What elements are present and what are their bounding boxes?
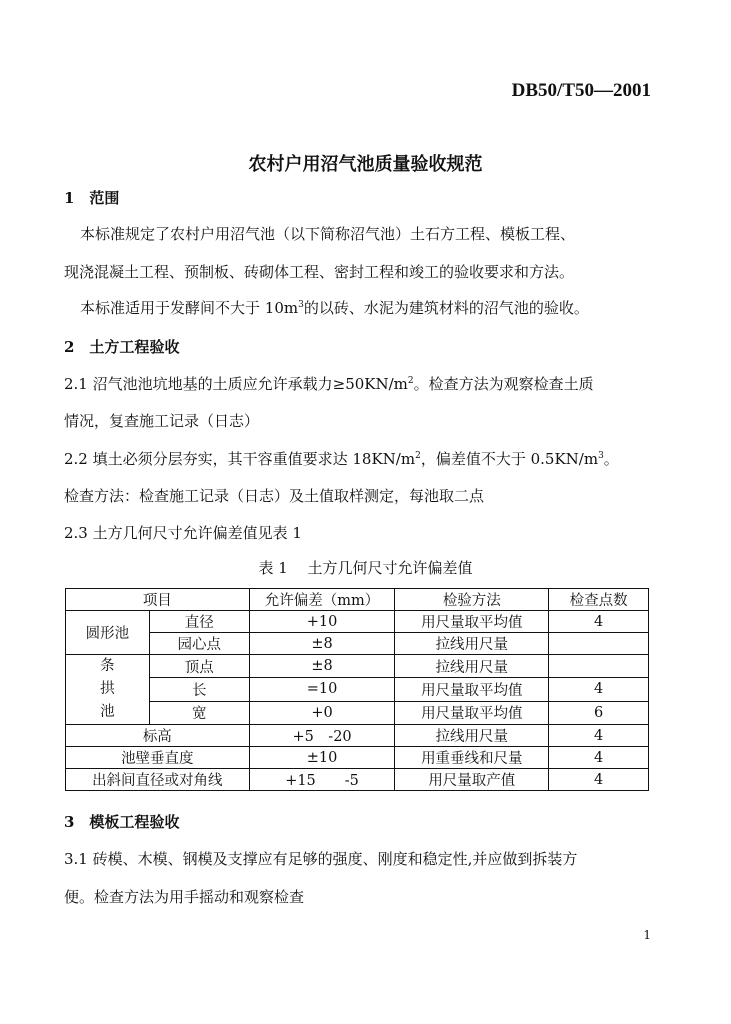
header-item: 项目 bbox=[66, 589, 250, 611]
cell-points: 4 bbox=[549, 769, 649, 791]
table-row bbox=[66, 678, 649, 701]
cell-tolerance: +0 bbox=[249, 701, 395, 724]
table-row bbox=[66, 611, 649, 633]
clause-2-3: 2.3 土方几何尺寸允许偏差值见表 1 bbox=[64, 524, 302, 542]
cell-tolerance: ±8 bbox=[249, 655, 395, 678]
table-row bbox=[66, 701, 649, 724]
cell-method: 拉线用尺量 bbox=[395, 633, 549, 655]
cell-method: 用尺量取平均值 bbox=[395, 678, 549, 701]
cell-points: 4 bbox=[549, 611, 649, 633]
section-1-paragraph-2: 本标准适用于发酵间不大于 $10m^3$的以砖、水泥为建筑材料的沼气池的验收。 bbox=[80, 299, 589, 317]
clause-2-2-line-2: 检查方法：检查施工记录（日志）及土值取样测定，每池取二点 bbox=[64, 487, 485, 505]
clause-2-2-line-1: 2.2 填土必须分层夯实，其干容重值要求达 $18KN/m^2$，偏差值不大于 $0.5KN/m^3$。 bbox=[64, 450, 619, 468]
cell-tolerance: ±10 bbox=[249, 747, 395, 769]
cell-tolerance: =10 bbox=[249, 678, 395, 701]
section-2-heading: 2 土方工程验收 bbox=[64, 338, 180, 356]
cell-item: 出斜间直径或对角线 bbox=[66, 769, 250, 791]
table-row bbox=[66, 769, 649, 791]
table-header-row bbox=[66, 589, 649, 611]
cell-points: 6 bbox=[549, 701, 649, 724]
section-1-paragraph-1b: 现浇混凝土工程、预制板、砖砌体工程、密封工程和竣工的验收要求和方法。 bbox=[64, 263, 575, 281]
section-3-heading: 3 模板工程验收 bbox=[64, 813, 180, 831]
cell-item: 园心点 bbox=[149, 633, 249, 655]
document-title: 农村户用沼气池质量验收规范 bbox=[248, 154, 483, 175]
cell-item: 池壁垂直度 bbox=[66, 747, 250, 769]
group-round-pool: 圆形池 bbox=[66, 611, 150, 655]
clause-3-1-line-2: 便。检查方法为用手摇动和观察检查 bbox=[64, 888, 305, 906]
cell-points bbox=[549, 655, 649, 678]
cell-method: 用尺量取产值 bbox=[395, 769, 549, 791]
cell-method: 用尺量取平均值 bbox=[395, 701, 549, 724]
cell-tolerance: +10 bbox=[249, 611, 395, 633]
cell-item: 长 bbox=[149, 678, 249, 701]
section-1-paragraph-1a: 本标准规定了农村户用沼气池（以下简称沼气池）土石方工程、模板工程、 bbox=[80, 225, 576, 243]
header-method: 检验方法 bbox=[395, 589, 549, 611]
clause-3-1-line-1: 3.1 砖模、木模、钢模及支撑应有足够的强度、刚度和稳定性,并应做到拆装方 bbox=[64, 850, 578, 868]
table-row bbox=[66, 725, 649, 747]
table-row bbox=[66, 655, 649, 678]
header-points: 检查点数 bbox=[549, 589, 649, 611]
cell-item: 直径 bbox=[149, 611, 249, 633]
cell-method: 用重垂线和尺量 bbox=[395, 747, 549, 769]
cell-method: 拉线用尺量 bbox=[395, 655, 549, 678]
cell-tolerance: ±8 bbox=[249, 633, 395, 655]
clause-2-1-line-1: 2.1 沼气池池坑地基的土质应允许承载力$\ge 50KN/m^2$。检查方法为观察检查土质 bbox=[64, 375, 594, 393]
page-number: 1 bbox=[643, 928, 651, 942]
standard-code: DB50/T50—2001 bbox=[511, 80, 651, 101]
cell-item: 宽 bbox=[149, 701, 249, 724]
table-row bbox=[66, 747, 649, 769]
cell-points: 4 bbox=[549, 678, 649, 701]
tolerance-table bbox=[65, 588, 649, 791]
cell-tolerance: +15 -5 bbox=[249, 769, 395, 791]
cell-points: 4 bbox=[549, 747, 649, 769]
section-1-heading: 1 范围 bbox=[64, 189, 120, 207]
cell-tolerance: +5 -20 bbox=[249, 725, 395, 747]
cell-item: 标高 bbox=[66, 725, 250, 747]
header-tolerance: 允许偏差（mm） bbox=[249, 589, 395, 611]
clause-2-1-line-2: 情况，复查施工记录（日志） bbox=[64, 412, 260, 430]
cell-points: 4 bbox=[549, 725, 649, 747]
cell-method: 用尺量取平均值 bbox=[395, 611, 549, 633]
cell-points bbox=[549, 633, 649, 655]
table-caption: 表 1 土方几何尺寸允许偏差值 bbox=[258, 559, 473, 577]
cell-method: 拉线用尺量 bbox=[395, 725, 549, 747]
table-row bbox=[66, 633, 649, 655]
group-strip-arch-pool: 条 拱 池 bbox=[66, 655, 150, 725]
cell-item: 顶点 bbox=[149, 655, 249, 678]
